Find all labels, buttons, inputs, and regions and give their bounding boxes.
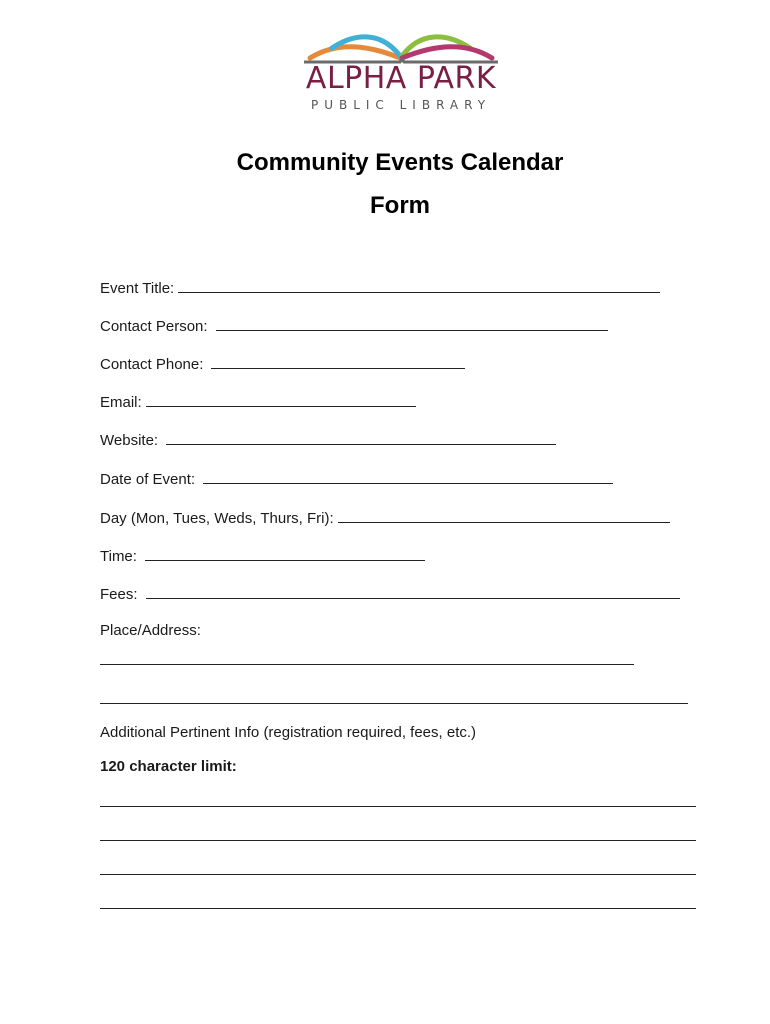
time-row [100,546,425,566]
fees-label: Fees: [100,586,138,603]
date-of-event-label: Date of Event: [100,471,196,488]
additional-info-blank-1[interactable] [100,806,696,807]
fees-blank[interactable] [146,584,680,599]
fees-row [100,584,680,604]
email-blank[interactable] [146,392,416,407]
event-title-blank[interactable] [178,278,660,293]
event-title-label: Event Title: [100,280,175,297]
contact-phone-row [100,354,465,374]
email-row [100,392,416,412]
form-title-line-1: Community Events Calendar [236,149,564,176]
character-limit-label: 120 character limit: [100,758,237,775]
additional-info-row [100,724,476,742]
contact-phone-label: Contact Phone: [100,356,204,373]
additional-info-label: Additional Pertinent Info (registration required, fees, etc.) [100,724,477,741]
library-subtitle: PUBLIC LIBRARY [310,98,492,112]
open-book-icon [296,28,506,64]
additional-info-blank-4[interactable] [100,908,696,909]
day-row [100,508,670,528]
date-of-event-row [100,469,613,489]
time-label: Time: [100,548,137,565]
website-blank[interactable] [166,430,556,445]
place-address-blank-1[interactable] [100,664,634,665]
time-blank[interactable] [145,546,425,561]
day-blank[interactable] [338,508,670,523]
character-limit-row [100,758,237,776]
contact-person-blank[interactable] [216,316,608,331]
library-name: ALPHA PARK [305,61,497,96]
website-row [100,430,556,450]
additional-info-blank-3[interactable] [100,874,696,875]
place-address-row [100,622,201,640]
additional-info-blank-2[interactable] [100,840,696,841]
day-label: Day (Mon, Tues, Weds, Thurs, Fri): [100,510,334,527]
place-address-label: Place/Address: [100,622,201,639]
contact-person-row [100,316,608,336]
form-title-line-2: Form [370,192,430,219]
date-of-event-blank[interactable] [203,469,613,484]
email-label: Email: [100,394,142,411]
place-address-blank-2[interactable] [100,703,688,704]
website-label: Website: [100,432,159,449]
event-title-row [100,278,660,298]
contact-person-label: Contact Person: [100,318,208,335]
library-logo [296,28,506,120]
contact-phone-blank[interactable] [211,354,465,369]
